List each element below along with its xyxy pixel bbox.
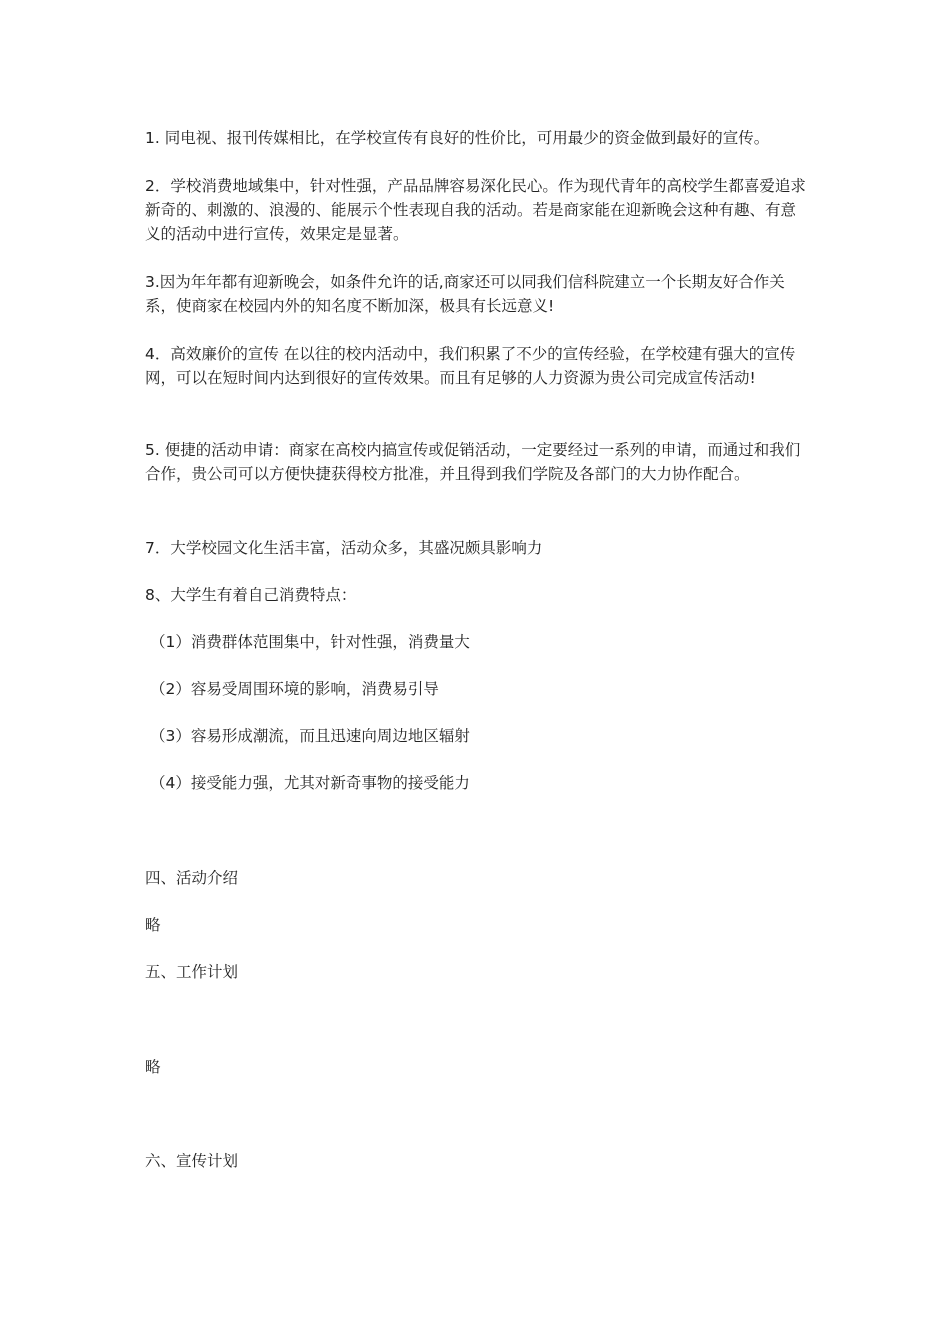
section-4-body: 略 (145, 916, 161, 934)
section-heading-6: 六、宣传计划 (145, 1152, 239, 1170)
sub-item-1: （1）消费群体范围集中，针对性强，消费量大 (150, 633, 470, 651)
sub-item-2: （2）容易受周围环境的影响，消费易引导 (150, 680, 439, 698)
paragraph-7: 7．大学校园文化生活丰富，活动众多，其盛况颇具影响力 (145, 539, 543, 557)
paragraph-1: 1. 同电视、报刊传媒相比，在学校宣传有良好的性价比，可用最少的资金做到最好的宣传。 (145, 129, 770, 147)
paragraph-4: 4．高效廉价的宣传 在以往的校内活动中，我们积累了不少的宣传经验，在学校建有强大的宣传网，可以在短时间内达到很好的宣传效果。而且有足够的人力资源为贵公司完成宣传活动! (145, 345, 796, 387)
sub-item-3: （3）容易形成潮流，而且迅速向周边地区辐射 (150, 727, 470, 745)
paragraph-5: 5. 便捷的活动申请：商家在高校内搞宣传或促销活动，一定要经过一系列的申请，而通过和我们合作，贵公司可以方便快捷获得校方批准，并且得到我们学院及各部门的大力协作配合。 (145, 441, 801, 483)
paragraph-8: 8、大学生有着自己消费特点： (145, 586, 357, 604)
section-5-body: 略 (145, 1058, 161, 1076)
paragraph-2: 2．学校消费地域集中，针对性强，产品品牌容易深化民心。作为现代青年的高校学生都喜爱追求新奇的、刺激的、浪漫的、能展示个性表现自我的活动。若是商家能在迎新晚会这种有趣、有意义的活动中进行宣传，效果定是显著。 (145, 177, 806, 243)
paragraph-3: 3.因为年年都有迎新晚会，如条件允许的话,商家还可以同我们信科院建立一个长期友好合作关系，使商家在校园内外的知名度不断加深，极具有长远意义! (145, 273, 785, 315)
sub-item-4: （4）接受能力强，尤其对新奇事物的接受能力 (150, 774, 470, 792)
section-heading-5: 五、工作计划 (145, 963, 239, 981)
section-heading-4: 四、活动介绍 (145, 869, 239, 887)
